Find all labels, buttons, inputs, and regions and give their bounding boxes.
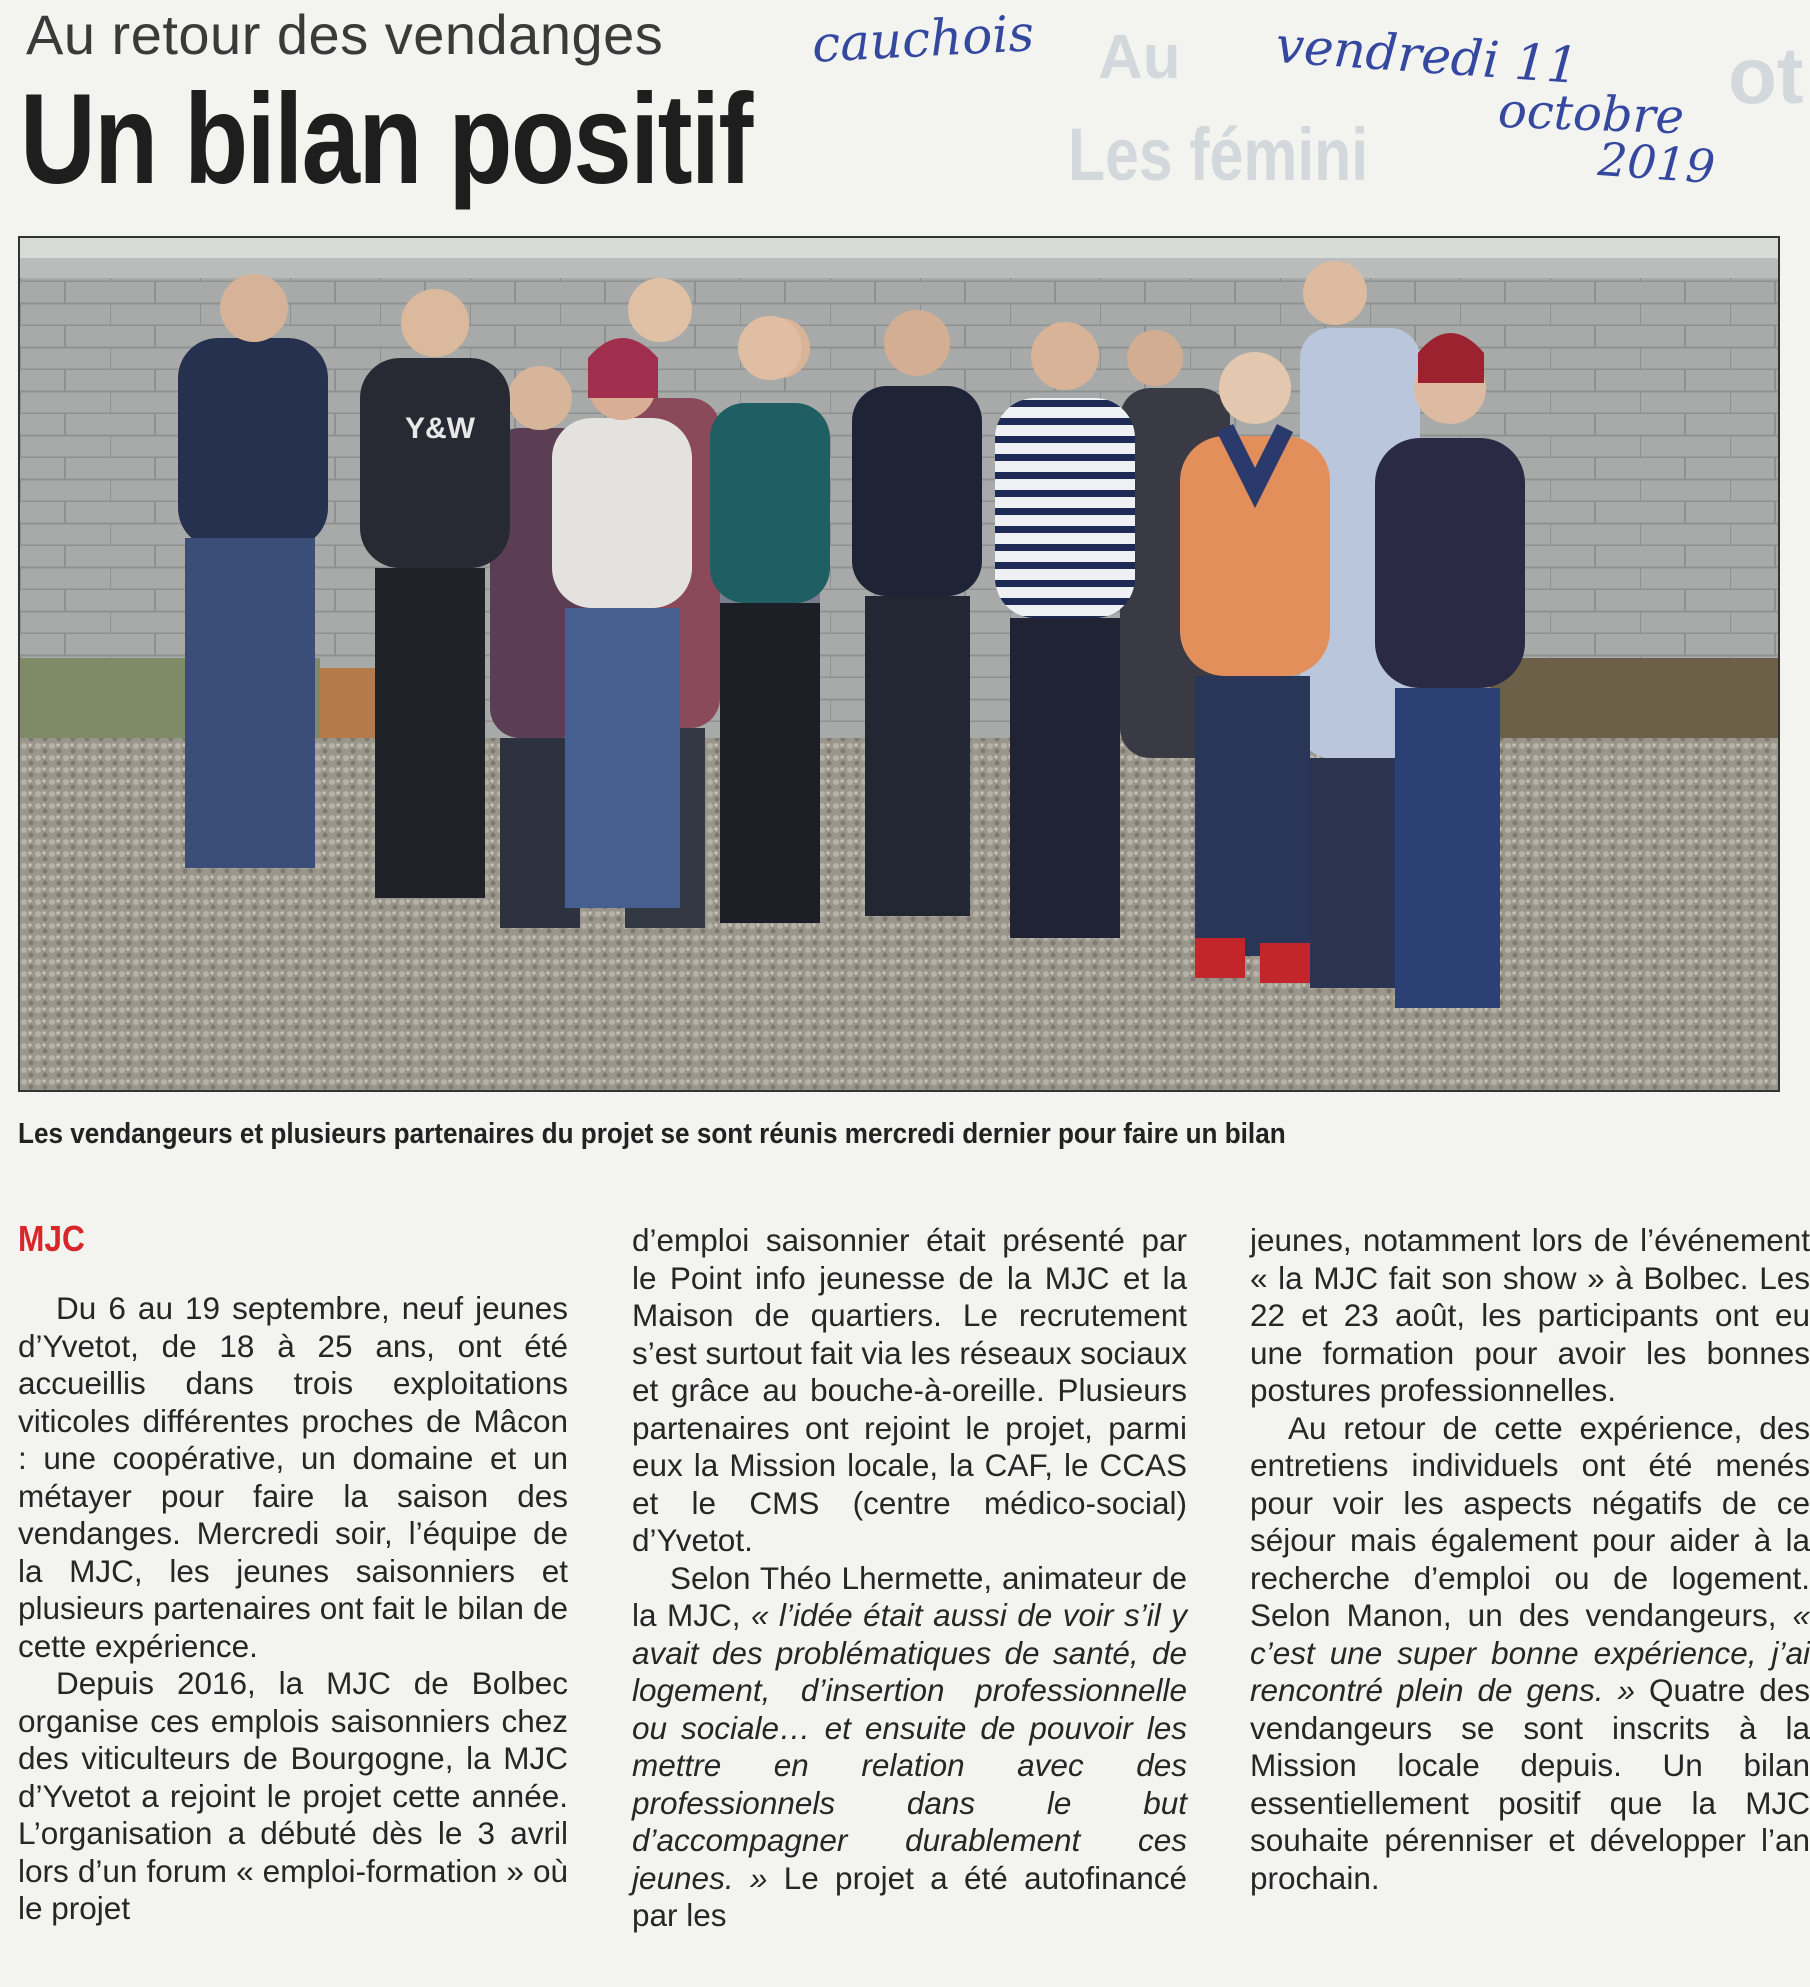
paragraph-text: Selon Théo Lhermette, animateur de la MJC, [632,1559,1187,1633]
paragraph: jeunes, notamment lors de l’événement « la MJC fait son show » à Bolbec. Les 22 et 23 août, les participants ont eu une formation pour avoir les bonnes postures professionnelles. [1250,1222,1810,1408]
paragraph: Du 6 au 19 septembre, neuf jeunes d’Yvetot, de 18 à 25 ans, ont été accueillis dans trois exploitations viticoles différentes proches de Mâcon : une coopérative, un domaine et un métayer pour faire la saison des vendanges. Mercredi soir, l’équipe de la MJC, les jeunes saisonniers et plusieurs partenaires ont fait le bilan de cette expérience. [18,1290,568,1664]
paragraph: d’emploi saisonnier était présenté par le Point info jeunesse de la MJC et la Maison de quartiers. Le recrutement s’est surtout fait via les réseaux sociaux et grâce au bouche-à-oreille. Plusieurs partenaires ont rejoint le projet, parmi eux la Mission locale, la CAF, le CCAS et le CMS (centre médico-social) d’Yvetot. [632,1222,1188,1558]
paragraph: Depuis 2016, la MJC de Bolbec organise ces emplois saisonniers chez des viticulteurs de Bourgogne, la MJC d’Yvetot a rejoint le projet cette année. L’organisation a débuté dès le 3 avril lors d’un forum « emploi-formation » où le projet [18,1665,568,1926]
article-column-1 [18,1290,568,1928]
article-column-3 [1250,1222,1810,1982]
paragraph [1250,1410,1810,1898]
article-kicker: Au retour des vendanges [26,3,664,66]
paragraph-text: Le projet a été autofinancé par les [632,1859,1187,1933]
paragraph-text: Quatre des vendangeurs se sont inscrits à la Mission locale depuis. Un bilan essentiellement positif que la MJC souhaite pérenniser et développer l’an prochain. [1250,1672,1810,1896]
handwritten-date-line2: octobre [1497,82,1685,146]
bleedthrough-word: Au [1098,23,1181,92]
paragraph-text: Au retour de cette expérience, des entretiens individuels ont été menés pour voir les aspects négatifs de ce séjour mais également pour aider à la recherche d’emploi ou de logement. Selon Manon, un des vendangeurs, [1250,1409,1810,1633]
paragraph [632,1560,1187,1935]
bleedthrough-edge: ot [1728,31,1804,120]
handwritten-date-line1: vendredi 11 [1273,16,1581,95]
handwritten-date-line3: 2019 [1596,131,1717,195]
shirt-print: Y&W [405,412,475,445]
article-column-2 [632,1222,1187,1935]
group-photo-illustration [20,238,1778,1090]
group-photo [18,236,1780,1092]
handwritten-source: cauchois [810,4,1036,74]
photo-caption: Les vendangeurs et plusieurs partenaires du projet se sont réunis mercredi dernier pour faire un bilan [18,1118,1286,1150]
section-rubric: MJC [18,1218,85,1259]
bleedthrough-heading: Les fémini [1068,113,1369,196]
quote: « c’est une super bonne expérience, j’ai rencontré plein de gens. » [1250,1597,1810,1708]
quote: « l’idée était aussi de voir s’il y avait des problématiques de santé, de logement, d’insertion professionnelle ou sociale… et ensuite de pouvoir les mettre en relation avec des professionnels dans le but d’accompagner durablement ces jeunes. » [632,1597,1188,1896]
article-headline: Un bilan positif [20,68,752,211]
